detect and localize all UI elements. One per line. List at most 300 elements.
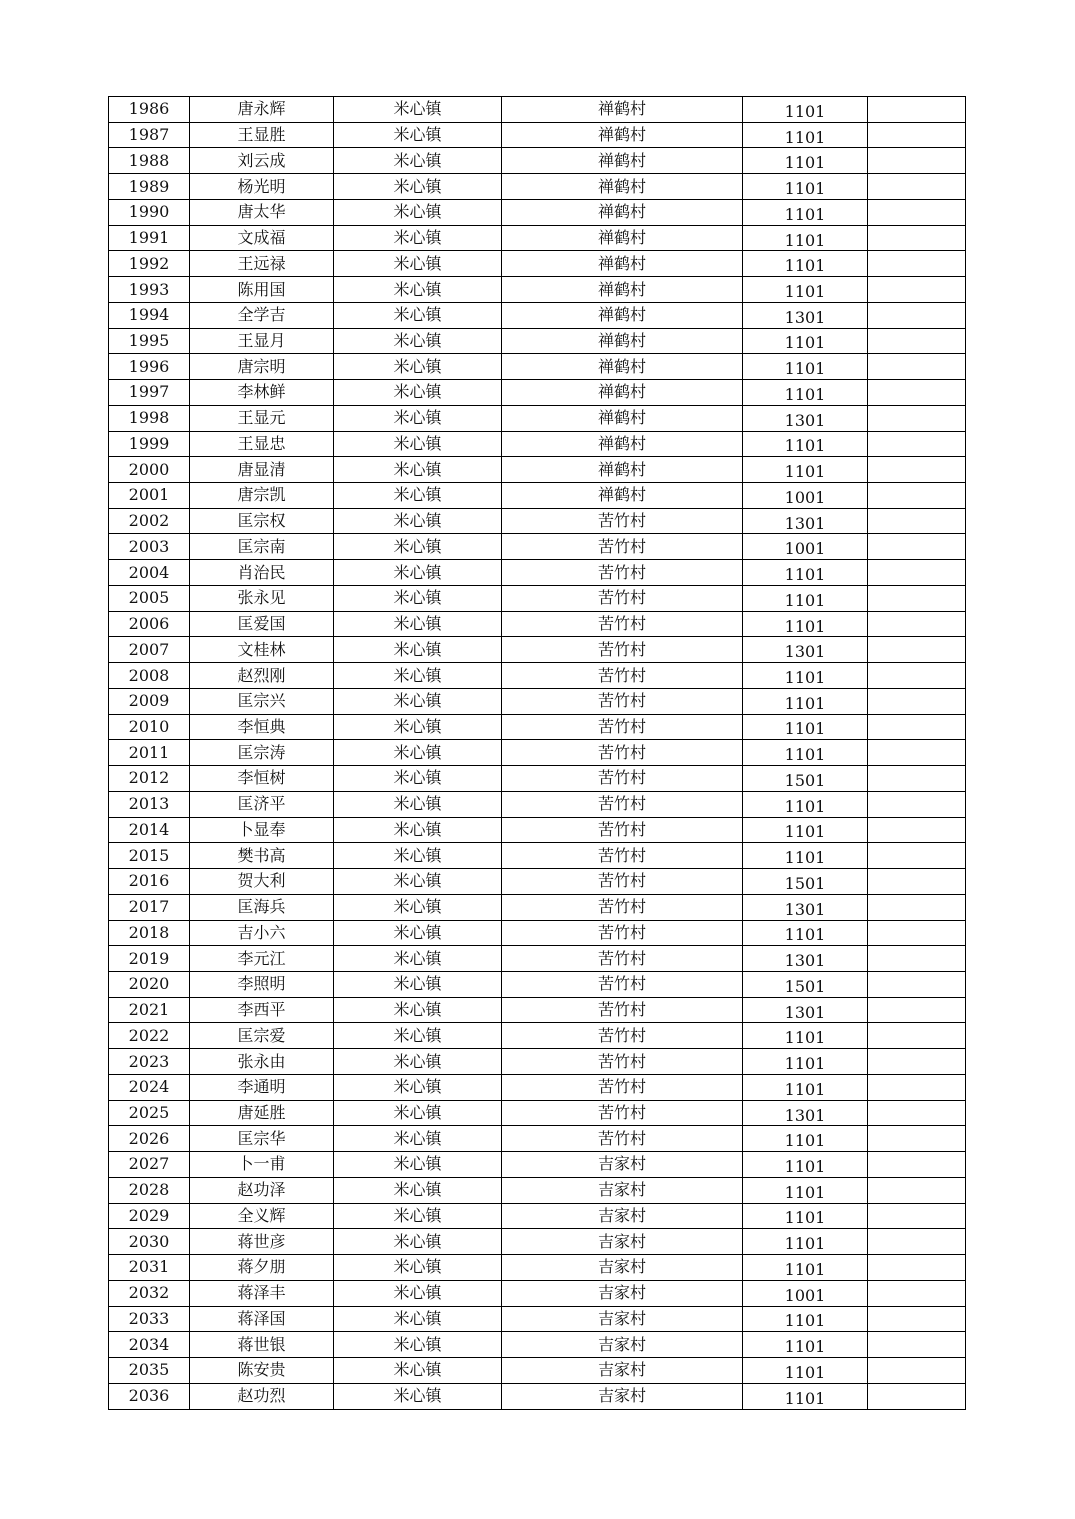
cell-town: 米心镇: [334, 1203, 502, 1229]
cell-code: 1101: [743, 1023, 868, 1049]
cell-note: [868, 1280, 966, 1306]
cell-no: 2009: [109, 688, 190, 714]
cell-note: [868, 122, 966, 148]
cell-no: 2033: [109, 1306, 190, 1332]
cell-code: 1101: [743, 97, 868, 123]
cell-no: 2005: [109, 585, 190, 611]
cell-name: 吉小六: [190, 920, 334, 946]
table-row: [109, 1074, 966, 1100]
cell-name: 王显忠: [190, 431, 334, 457]
cell-no: 1989: [109, 174, 190, 200]
cell-note: [868, 817, 966, 843]
cell-name: 蒋泽国: [190, 1306, 334, 1332]
cell-town: 米心镇: [334, 534, 502, 560]
cell-name: 王远禄: [190, 251, 334, 277]
table-row: [109, 1100, 966, 1126]
cell-name: 王显元: [190, 405, 334, 431]
table-row: [109, 946, 966, 972]
cell-no: 2027: [109, 1152, 190, 1178]
table-row: [109, 1383, 966, 1409]
cell-town: 米心镇: [334, 971, 502, 997]
cell-name: 李林鲜: [190, 380, 334, 406]
table-row: [109, 1023, 966, 1049]
cell-name: 赵功烈: [190, 1383, 334, 1409]
cell-code: 1101: [743, 122, 868, 148]
cell-town: 米心镇: [334, 431, 502, 457]
cell-town: 米心镇: [334, 688, 502, 714]
cell-town: 米心镇: [334, 405, 502, 431]
cell-village: 苦竹村: [502, 508, 743, 534]
cell-code: 1301: [743, 508, 868, 534]
data-table: [108, 96, 966, 1410]
cell-village: 苦竹村: [502, 560, 743, 586]
cell-no: 2035: [109, 1357, 190, 1383]
cell-code: 1501: [743, 766, 868, 792]
cell-code: 1101: [743, 585, 868, 611]
cell-note: [868, 277, 966, 303]
cell-no: 2034: [109, 1332, 190, 1358]
cell-name: 李恒典: [190, 714, 334, 740]
cell-note: [868, 328, 966, 354]
cell-name: 赵功泽: [190, 1177, 334, 1203]
cell-note: [868, 1100, 966, 1126]
cell-village: 禅鹤村: [502, 354, 743, 380]
cell-town: 米心镇: [334, 1332, 502, 1358]
cell-note: [868, 148, 966, 174]
cell-code: 1101: [743, 148, 868, 174]
table-row: [109, 997, 966, 1023]
table-row: [109, 457, 966, 483]
cell-village: 苦竹村: [502, 817, 743, 843]
cell-village: 禅鹤村: [502, 225, 743, 251]
cell-note: [868, 843, 966, 869]
table-row: [109, 431, 966, 457]
cell-no: 2008: [109, 663, 190, 689]
cell-village: 苦竹村: [502, 1100, 743, 1126]
cell-code: 1301: [743, 405, 868, 431]
cell-village: 禅鹤村: [502, 277, 743, 303]
cell-town: 米心镇: [334, 1357, 502, 1383]
cell-village: 禅鹤村: [502, 199, 743, 225]
cell-village: 吉家村: [502, 1280, 743, 1306]
table-row: [109, 971, 966, 997]
cell-town: 米心镇: [334, 920, 502, 946]
cell-note: [868, 714, 966, 740]
cell-note: [868, 251, 966, 277]
table-row: [109, 122, 966, 148]
cell-no: 1992: [109, 251, 190, 277]
table-row: [109, 148, 966, 174]
cell-village: 苦竹村: [502, 791, 743, 817]
cell-code: 1001: [743, 1280, 868, 1306]
cell-note: [868, 920, 966, 946]
cell-town: 米心镇: [334, 97, 502, 123]
cell-village: 吉家村: [502, 1203, 743, 1229]
cell-code: 1101: [743, 1306, 868, 1332]
cell-name: 杨光明: [190, 174, 334, 200]
table-row: [109, 1280, 966, 1306]
cell-code: 1101: [743, 380, 868, 406]
cell-no: 1993: [109, 277, 190, 303]
table-row: [109, 483, 966, 509]
cell-name: 唐永辉: [190, 97, 334, 123]
cell-village: 苦竹村: [502, 920, 743, 946]
cell-code: 1101: [743, 251, 868, 277]
table-row: [109, 1203, 966, 1229]
cell-note: [868, 97, 966, 123]
cell-code: 1301: [743, 637, 868, 663]
cell-code: 1101: [743, 688, 868, 714]
cell-name: 匡海兵: [190, 894, 334, 920]
cell-town: 米心镇: [334, 174, 502, 200]
cell-no: 2007: [109, 637, 190, 663]
cell-code: 1101: [743, 199, 868, 225]
cell-town: 米心镇: [334, 1306, 502, 1332]
cell-note: [868, 869, 966, 895]
cell-code: 1101: [743, 354, 868, 380]
cell-no: 2023: [109, 1049, 190, 1075]
table-row: [109, 1255, 966, 1281]
cell-town: 米心镇: [334, 637, 502, 663]
table-row: [109, 843, 966, 869]
cell-no: 2024: [109, 1074, 190, 1100]
cell-note: [868, 791, 966, 817]
cell-village: 禅鹤村: [502, 97, 743, 123]
cell-town: 米心镇: [334, 1126, 502, 1152]
cell-code: 1101: [743, 1357, 868, 1383]
table-row: [109, 1357, 966, 1383]
cell-note: [868, 560, 966, 586]
cell-village: 禅鹤村: [502, 148, 743, 174]
table-row: [109, 225, 966, 251]
cell-village: 禅鹤村: [502, 174, 743, 200]
cell-name: 王显月: [190, 328, 334, 354]
cell-no: 1987: [109, 122, 190, 148]
cell-code: 1101: [743, 817, 868, 843]
cell-village: 苦竹村: [502, 1126, 743, 1152]
table-row: [109, 1049, 966, 1075]
cell-town: 米心镇: [334, 611, 502, 637]
cell-no: 2002: [109, 508, 190, 534]
cell-no: 1991: [109, 225, 190, 251]
cell-town: 米心镇: [334, 1229, 502, 1255]
cell-code: 1101: [743, 740, 868, 766]
cell-town: 米心镇: [334, 663, 502, 689]
cell-no: 2006: [109, 611, 190, 637]
cell-village: 苦竹村: [502, 1023, 743, 1049]
cell-note: [868, 1152, 966, 1178]
cell-note: [868, 766, 966, 792]
cell-note: [868, 457, 966, 483]
cell-note: [868, 894, 966, 920]
cell-note: [868, 585, 966, 611]
cell-town: 米心镇: [334, 817, 502, 843]
cell-name: 蒋世银: [190, 1332, 334, 1358]
cell-code: 1101: [743, 1074, 868, 1100]
cell-name: 匡宗涛: [190, 740, 334, 766]
table-row: [109, 869, 966, 895]
table-row: [109, 766, 966, 792]
cell-note: [868, 1306, 966, 1332]
cell-village: 苦竹村: [502, 585, 743, 611]
cell-no: 2026: [109, 1126, 190, 1152]
cell-village: 苦竹村: [502, 869, 743, 895]
cell-village: 吉家村: [502, 1255, 743, 1281]
cell-village: 吉家村: [502, 1152, 743, 1178]
cell-town: 米心镇: [334, 1049, 502, 1075]
cell-code: 1101: [743, 457, 868, 483]
cell-note: [868, 611, 966, 637]
table-row: [109, 663, 966, 689]
cell-name: 李西平: [190, 997, 334, 1023]
cell-town: 米心镇: [334, 766, 502, 792]
cell-code: 1101: [743, 225, 868, 251]
cell-town: 米心镇: [334, 1023, 502, 1049]
table-row: [109, 328, 966, 354]
cell-name: 樊书高: [190, 843, 334, 869]
cell-no: 1998: [109, 405, 190, 431]
cell-town: 米心镇: [334, 791, 502, 817]
cell-village: 吉家村: [502, 1177, 743, 1203]
cell-code: 1101: [743, 663, 868, 689]
cell-code: 1301: [743, 1100, 868, 1126]
cell-name: 卜一甫: [190, 1152, 334, 1178]
cell-no: 1990: [109, 199, 190, 225]
cell-town: 米心镇: [334, 843, 502, 869]
cell-village: 苦竹村: [502, 637, 743, 663]
cell-note: [868, 1074, 966, 1100]
cell-town: 米心镇: [334, 585, 502, 611]
cell-no: 2003: [109, 534, 190, 560]
cell-village: 苦竹村: [502, 1074, 743, 1100]
cell-code: 1301: [743, 997, 868, 1023]
cell-code: 1301: [743, 302, 868, 328]
cell-code: 1101: [743, 277, 868, 303]
cell-village: 禅鹤村: [502, 251, 743, 277]
cell-name: 全学吉: [190, 302, 334, 328]
cell-village: 苦竹村: [502, 663, 743, 689]
cell-code: 1101: [743, 560, 868, 586]
cell-village: 吉家村: [502, 1306, 743, 1332]
cell-no: 1988: [109, 148, 190, 174]
cell-note: [868, 1049, 966, 1075]
table-row: [109, 1177, 966, 1203]
cell-note: [868, 1357, 966, 1383]
cell-village: 苦竹村: [502, 946, 743, 972]
cell-no: 2015: [109, 843, 190, 869]
cell-town: 米心镇: [334, 560, 502, 586]
table-row: [109, 817, 966, 843]
cell-no: 2014: [109, 817, 190, 843]
cell-town: 米心镇: [334, 354, 502, 380]
table-row: [109, 354, 966, 380]
cell-code: 1101: [743, 1255, 868, 1281]
cell-name: 匡济平: [190, 791, 334, 817]
cell-note: [868, 946, 966, 972]
table-row: [109, 380, 966, 406]
cell-note: [868, 1177, 966, 1203]
table-row: [109, 688, 966, 714]
cell-no: 2029: [109, 1203, 190, 1229]
table-row: [109, 1306, 966, 1332]
cell-note: [868, 354, 966, 380]
table-row: [109, 277, 966, 303]
cell-code: 1101: [743, 174, 868, 200]
cell-name: 李通明: [190, 1074, 334, 1100]
cell-no: 2013: [109, 791, 190, 817]
table-row: [109, 199, 966, 225]
cell-name: 王显胜: [190, 122, 334, 148]
cell-no: 2036: [109, 1383, 190, 1409]
cell-town: 米心镇: [334, 894, 502, 920]
cell-town: 米心镇: [334, 869, 502, 895]
cell-village: 苦竹村: [502, 534, 743, 560]
cell-village: 苦竹村: [502, 1049, 743, 1075]
cell-note: [868, 431, 966, 457]
cell-no: 2001: [109, 483, 190, 509]
cell-village: 禅鹤村: [502, 405, 743, 431]
cell-no: 2011: [109, 740, 190, 766]
table-row: [109, 585, 966, 611]
cell-village: 禅鹤村: [502, 431, 743, 457]
cell-town: 米心镇: [334, 740, 502, 766]
cell-name: 贺大利: [190, 869, 334, 895]
table-row: [109, 174, 966, 200]
table-row: [109, 740, 966, 766]
cell-town: 米心镇: [334, 277, 502, 303]
cell-town: 米心镇: [334, 1074, 502, 1100]
cell-note: [868, 199, 966, 225]
cell-note: [868, 380, 966, 406]
cell-name: 蒋夕朋: [190, 1255, 334, 1281]
cell-name: 李元江: [190, 946, 334, 972]
cell-code: 1101: [743, 1126, 868, 1152]
table-row: [109, 637, 966, 663]
table-row: [109, 920, 966, 946]
cell-code: 1501: [743, 971, 868, 997]
cell-note: [868, 508, 966, 534]
table-row: [109, 791, 966, 817]
cell-note: [868, 1332, 966, 1358]
cell-name: 匡爱国: [190, 611, 334, 637]
cell-village: 苦竹村: [502, 714, 743, 740]
cell-town: 米心镇: [334, 380, 502, 406]
table-row: [109, 894, 966, 920]
cell-code: 1301: [743, 894, 868, 920]
cell-no: 2019: [109, 946, 190, 972]
cell-town: 米心镇: [334, 122, 502, 148]
table-row: [109, 302, 966, 328]
cell-name: 赵烈刚: [190, 663, 334, 689]
cell-name: 唐延胜: [190, 1100, 334, 1126]
cell-village: 禅鹤村: [502, 380, 743, 406]
cell-code: 1101: [743, 1229, 868, 1255]
cell-village: 苦竹村: [502, 997, 743, 1023]
cell-name: 陈用国: [190, 277, 334, 303]
cell-note: [868, 302, 966, 328]
cell-no: 1999: [109, 431, 190, 457]
cell-name: 唐宗凯: [190, 483, 334, 509]
table-row: [109, 508, 966, 534]
cell-town: 米心镇: [334, 1280, 502, 1306]
table-row: [109, 251, 966, 277]
table-row: [109, 714, 966, 740]
cell-name: 蒋世彦: [190, 1229, 334, 1255]
cell-name: 刘云成: [190, 148, 334, 174]
table-row: [109, 1152, 966, 1178]
cell-no: 2030: [109, 1229, 190, 1255]
cell-town: 米心镇: [334, 199, 502, 225]
cell-no: 2016: [109, 869, 190, 895]
cell-town: 米心镇: [334, 1177, 502, 1203]
cell-town: 米心镇: [334, 714, 502, 740]
cell-code: 1101: [743, 1383, 868, 1409]
cell-town: 米心镇: [334, 225, 502, 251]
table-row: [109, 1332, 966, 1358]
cell-village: 苦竹村: [502, 688, 743, 714]
cell-no: 2010: [109, 714, 190, 740]
cell-no: 2021: [109, 997, 190, 1023]
cell-town: 米心镇: [334, 457, 502, 483]
cell-note: [868, 534, 966, 560]
cell-note: [868, 1126, 966, 1152]
cell-note: [868, 997, 966, 1023]
cell-no: 2018: [109, 920, 190, 946]
cell-town: 米心镇: [334, 1383, 502, 1409]
cell-code: 1101: [743, 1332, 868, 1358]
cell-town: 米心镇: [334, 251, 502, 277]
cell-name: 张永见: [190, 585, 334, 611]
cell-village: 苦竹村: [502, 894, 743, 920]
cell-note: [868, 405, 966, 431]
table-row: [109, 405, 966, 431]
cell-code: 1101: [743, 1177, 868, 1203]
cell-name: 张永由: [190, 1049, 334, 1075]
cell-code: 1101: [743, 920, 868, 946]
cell-no: 2025: [109, 1100, 190, 1126]
cell-town: 米心镇: [334, 328, 502, 354]
cell-code: 1101: [743, 843, 868, 869]
cell-town: 米心镇: [334, 946, 502, 972]
cell-no: 1995: [109, 328, 190, 354]
cell-note: [868, 688, 966, 714]
cell-village: 苦竹村: [502, 766, 743, 792]
cell-no: 1994: [109, 302, 190, 328]
cell-town: 米心镇: [334, 1100, 502, 1126]
cell-no: 2031: [109, 1255, 190, 1281]
cell-village: 禅鹤村: [502, 328, 743, 354]
cell-name: 唐显清: [190, 457, 334, 483]
cell-note: [868, 1229, 966, 1255]
cell-no: 2032: [109, 1280, 190, 1306]
cell-town: 米心镇: [334, 997, 502, 1023]
cell-name: 唐宗明: [190, 354, 334, 380]
cell-no: 2000: [109, 457, 190, 483]
cell-town: 米心镇: [334, 1255, 502, 1281]
cell-name: 匡宗权: [190, 508, 334, 534]
cell-town: 米心镇: [334, 148, 502, 174]
cell-code: 1001: [743, 483, 868, 509]
cell-name: 匡宗兴: [190, 688, 334, 714]
cell-note: [868, 1383, 966, 1409]
cell-code: 1101: [743, 714, 868, 740]
cell-name: 蒋泽丰: [190, 1280, 334, 1306]
cell-code: 1101: [743, 328, 868, 354]
cell-no: 2017: [109, 894, 190, 920]
cell-village: 苦竹村: [502, 971, 743, 997]
cell-name: 李照明: [190, 971, 334, 997]
cell-name: 唐太华: [190, 199, 334, 225]
